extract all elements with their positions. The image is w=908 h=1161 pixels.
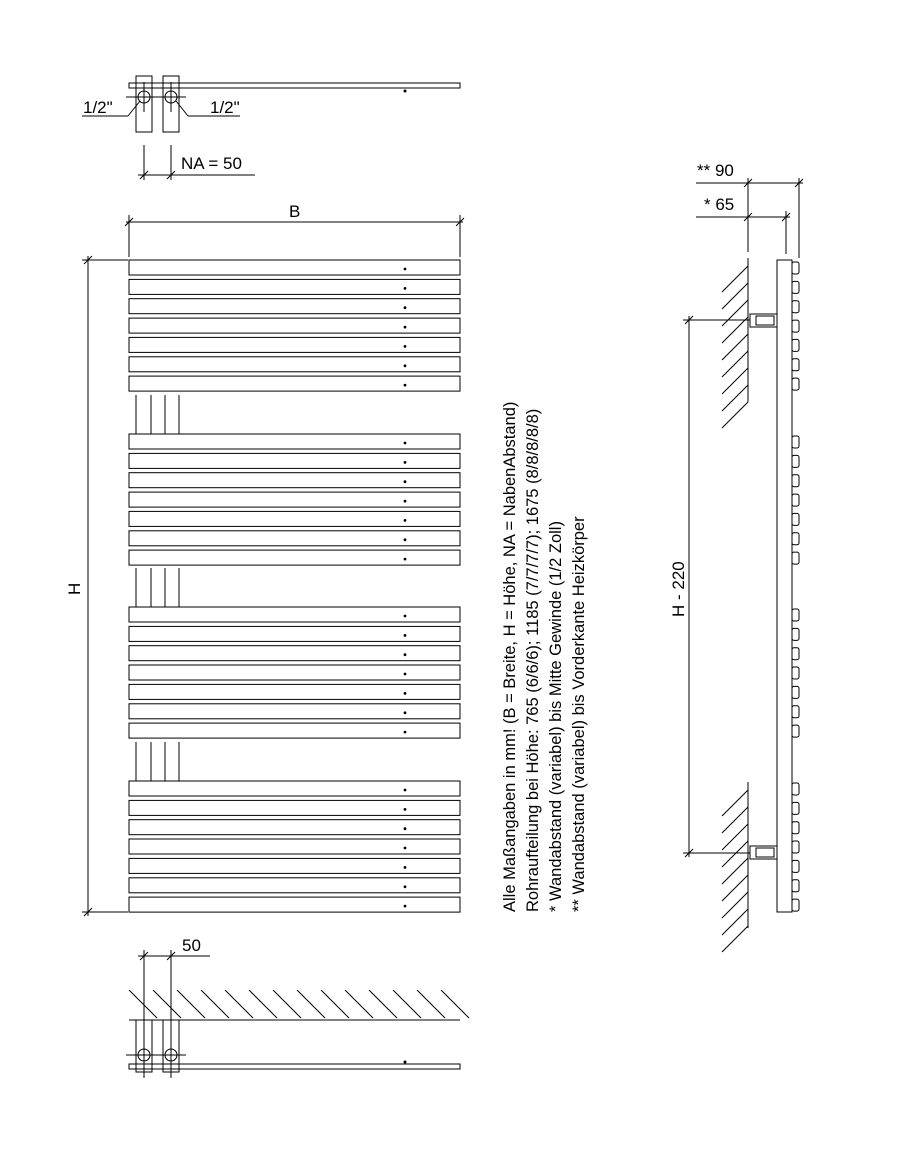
radiator-tube (129, 820, 460, 835)
side-tube-profile (792, 686, 799, 698)
side-tube-profile (792, 860, 799, 872)
tube-mark (404, 326, 406, 328)
radiator-tube (129, 550, 460, 565)
side-tube-profile (792, 667, 799, 679)
tube-mark (404, 288, 406, 290)
tube-mark (404, 886, 406, 888)
radiator-tube (129, 260, 460, 275)
bottom-plan-view (126, 950, 469, 1078)
side-tube-profile (792, 262, 799, 274)
radiator-tube (129, 376, 460, 391)
side-tube-profile (792, 339, 799, 351)
thread-label-right: 1/2" (210, 98, 240, 117)
radiator-tube (129, 279, 460, 294)
side-tube-profile (792, 783, 799, 795)
hatch-line (722, 300, 748, 326)
hatch-line (722, 402, 748, 428)
side-tube-profile (792, 725, 799, 737)
tube-mark (404, 731, 406, 733)
side-wall-hatch (722, 266, 748, 952)
hatch-line (177, 990, 205, 1018)
hatch-line (249, 990, 277, 1018)
side-tube-profile (792, 802, 799, 814)
hatch-line (129, 990, 157, 1018)
radiator-tube (129, 665, 460, 680)
tube-mark (404, 384, 406, 386)
height-label: H (65, 582, 84, 595)
tube-mark (404, 615, 406, 617)
hatch-line (417, 990, 445, 1018)
tube-mark (404, 365, 406, 367)
tube-mark (404, 462, 406, 464)
tube-mark (404, 867, 406, 869)
hatch-line (722, 266, 748, 292)
width-label: B (289, 202, 301, 221)
note-line-4: ** Wandabstand (variabel) bis Vorderkante Heizkörper (570, 516, 588, 912)
tube-mark (404, 673, 406, 675)
hatch-line (201, 990, 229, 1018)
hatch-line (722, 790, 748, 816)
hatch-line (369, 990, 397, 1018)
radiator-tube (129, 607, 460, 622)
bottom-wall-hatch (129, 990, 469, 1018)
side-tube-profile (792, 320, 799, 332)
tube-mark (404, 789, 406, 791)
notes-block (501, 402, 588, 912)
na-label: NA = 50 (181, 154, 242, 173)
tube-mark (404, 654, 406, 656)
radiator-tube (129, 878, 460, 893)
hatch-line (722, 841, 748, 867)
tube-mark (404, 500, 406, 502)
side-collector (777, 260, 792, 912)
side-tube-profile (792, 436, 799, 448)
side-tube-profile (792, 281, 799, 293)
hatch-line (153, 990, 181, 1018)
tube-mark (404, 539, 406, 541)
hatch-line (722, 892, 748, 918)
hatch-line (297, 990, 325, 1018)
tube-mark (404, 847, 406, 849)
side-tube-profile (792, 513, 799, 525)
tube-mark (404, 809, 406, 811)
side-tube-profile (792, 533, 799, 545)
radiator-tube (129, 318, 460, 333)
tube-mark (404, 693, 406, 695)
radiator-tube (129, 357, 460, 372)
top-plan-view (82, 76, 460, 180)
hatch-line (393, 990, 421, 1018)
hatch-line (722, 317, 748, 343)
note-line-1: Alle Maßangaben in mm! (B = Breite, H = Höhe, NA = NabenAbstand) (501, 401, 519, 912)
radiator-tube (129, 781, 460, 796)
bottom-spacing-label: 50 (182, 936, 201, 955)
radiator-tube (129, 897, 460, 912)
tube-mark (404, 481, 406, 483)
hatch-line (722, 334, 748, 360)
radiator-tube (129, 531, 460, 546)
tube-mark (404, 712, 406, 714)
hatch-line (722, 909, 748, 935)
side-tube-profile (792, 880, 799, 892)
radiator-tube (129, 704, 460, 719)
thread-label-left: 1/2" (83, 98, 113, 117)
wall-distance-65-label: * 65 (704, 195, 735, 214)
hatch-line (722, 858, 748, 884)
tube-mark (404, 558, 406, 560)
tube-mark (404, 520, 406, 522)
side-tube-profile (792, 359, 799, 371)
tube-mark (404, 307, 406, 309)
side-tube-profile (792, 628, 799, 640)
h-minus-220-label: H - 220 (669, 561, 688, 617)
side-tube-profile (792, 552, 799, 564)
radiator-tube (129, 684, 460, 699)
radiator-tube (129, 626, 460, 641)
side-tube-profile (792, 494, 799, 506)
radiator-tube (129, 858, 460, 873)
side-tube-profile (792, 301, 799, 313)
wall-distance-90-label: ** 90 (697, 161, 734, 180)
tube-mark (404, 346, 406, 348)
radiator-tube (129, 453, 460, 468)
hatch-line (722, 824, 748, 850)
side-tube-profile (792, 455, 799, 467)
side-tube-profile (792, 475, 799, 487)
hatch-line (441, 990, 469, 1018)
hatch-line (722, 368, 748, 394)
radiator-tube (129, 646, 460, 661)
side-tube-profile (792, 899, 799, 911)
hatch-line (722, 351, 748, 377)
radiator-tube (129, 434, 460, 449)
side-view (683, 178, 803, 952)
side-tube-profile (792, 706, 799, 718)
side-tube-profile (792, 609, 799, 621)
side-tube-profile (792, 841, 799, 853)
hatch-line (722, 283, 748, 309)
tube-mark (404, 828, 406, 830)
side-tube-profile (792, 822, 799, 834)
hatch-line (722, 926, 748, 952)
radiator-tube (129, 299, 460, 314)
tube-mark (404, 905, 406, 907)
tube-mark (404, 268, 406, 270)
note-line-2: Rohraufteilung bei Höhe: 765 (6/6/6); 1185 (7/7/7/7); 1675 (8/8/8/8/8) (524, 408, 542, 912)
radiator-tube (129, 337, 460, 352)
radiator-tube (129, 723, 460, 738)
hatch-line (225, 990, 253, 1018)
radiator-tube (129, 492, 460, 507)
hatch-line (345, 990, 373, 1018)
hatch-line (722, 875, 748, 901)
front-view (82, 215, 464, 916)
note-line-3: * Wandabstand (variabel) bis Mitte Gewinde (1/2 Zoll) (547, 521, 565, 912)
hatch-line (321, 990, 349, 1018)
tube-mark (404, 442, 406, 444)
hatch-line (273, 990, 301, 1018)
radiator-tube (129, 473, 460, 488)
side-tube-profile (792, 648, 799, 660)
hatch-line (722, 807, 748, 833)
side-tube-profile (792, 378, 799, 390)
side-tube-profiles (792, 262, 799, 911)
hatch-line (722, 385, 748, 411)
tube-mark (404, 635, 406, 637)
radiator-tube (129, 511, 460, 526)
radiator-tube (129, 800, 460, 815)
radiator-tube (129, 839, 460, 854)
